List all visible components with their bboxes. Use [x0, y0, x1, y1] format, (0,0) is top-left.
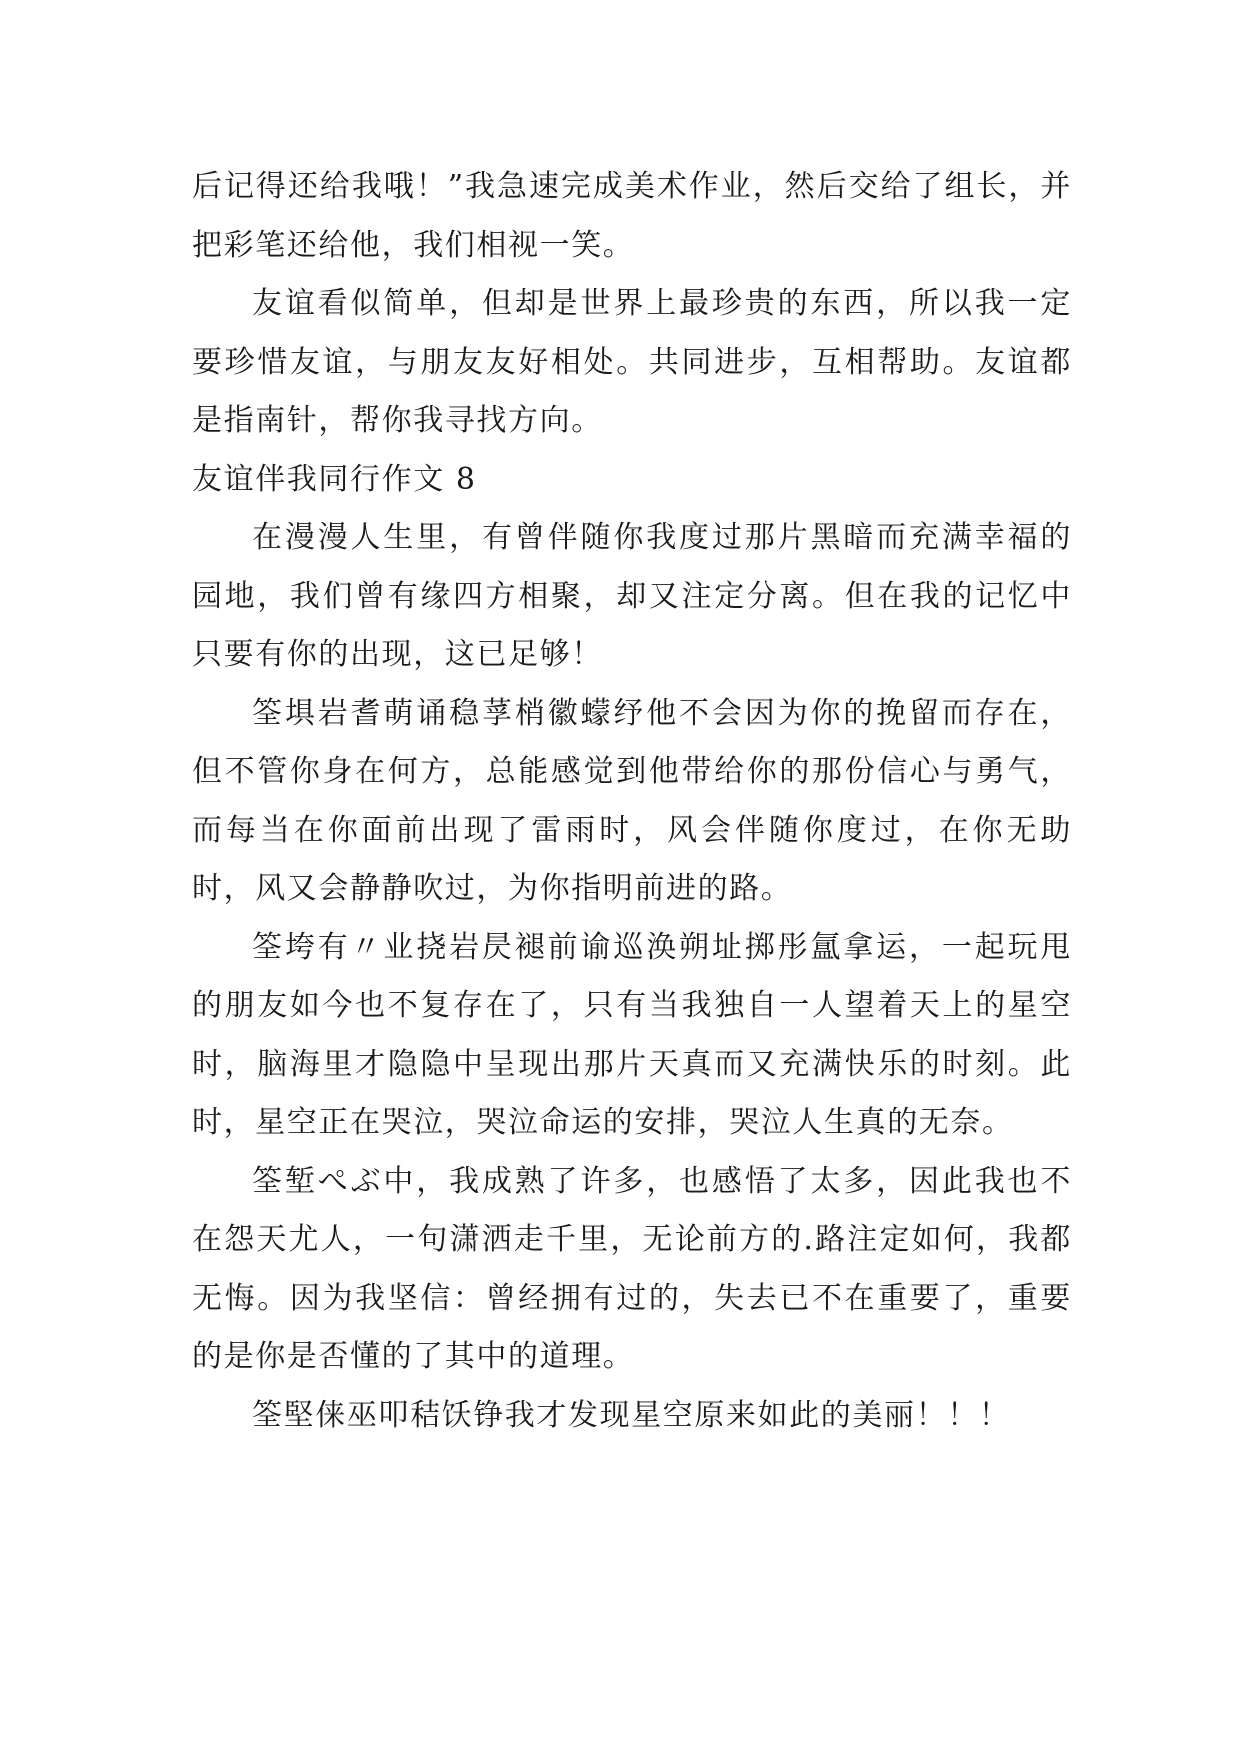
paragraph: 在漫漫人生里，有曾伴随你我度过那片黑暗而充满幸福的园地，我们曾有缘四方相聚，却又注定分离。但在我的记忆中只要有你的出现，这已足够！ [192, 520, 1072, 672]
paragraph: 筌堑ぺぶ中，我成熟了许多，也感悟了太多，因此我也不在怨天尤人，一句潇洒走千里，无论前方的.路注定如何，我都无悔。因为我坚信：曾经拥有过的，失去已不在重要了，重要的是你是否懂的了其中的道理。 [192, 1163, 1072, 1374]
paragraph: 筌埧岩耆萌诵稳莩梢徽蠓纾他不会因为你的挽留而存在，但不管你身在何方，总能感觉到他带给你的那份信心与勇气，而每当在你面前出现了雷雨时，风会伴随你度过，在你无助时，风又会静静吹过，为你指明前进的路。 [192, 695, 1072, 906]
paragraph: 筌垮有〃业挠岩昃褪前谕巡涣朔址掷彤氲拿运，一起玩甩的朋友如今也不复存在了，只有当我独自一人望着天上的星空时，脑海里才隐隐中呈现出那片天真而又充满快乐的时刻。此时，星空正在哭泣，哭泣命运的安排，哭泣人生真的无奈。 [192, 929, 1072, 1140]
paragraph: 友谊看似简单，但却是世界上最珍贵的东西，所以我一定要珍惜友谊，与朋友友好相处。共同进步，互相帮助。友谊都是指南针，帮你我寻找方向。 [192, 286, 1072, 438]
document-body [192, 158, 1072, 1445]
paragraph: 筌堅俫巫叩秸饫铮我才发现星空原来如此的美丽！！！ [252, 1397, 1011, 1433]
paragraph-continued: 后记得还给我哦！”我急速完成美术作业，然后交给了组长，并把彩笔还给他，我们相视一笑。 [192, 169, 1072, 263]
section-title: 友谊伴我同行作文 8 [192, 461, 477, 497]
